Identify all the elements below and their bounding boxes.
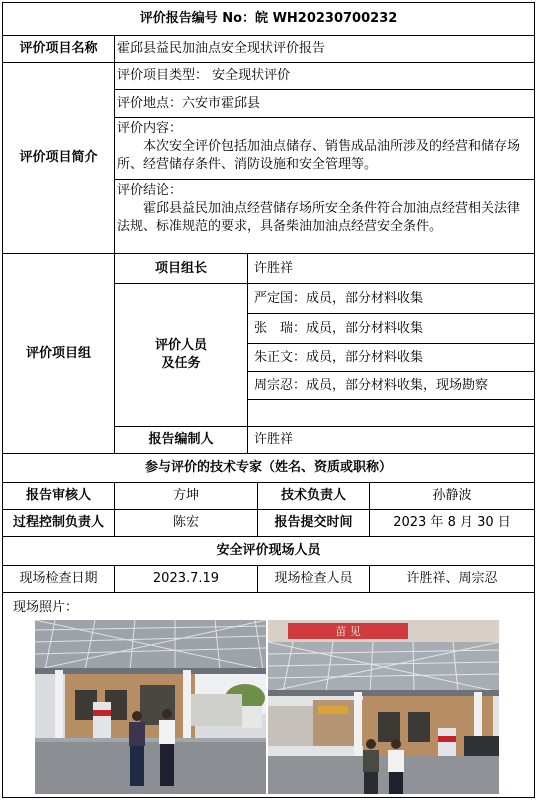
site-header: 安全评价现场人员 (216, 543, 321, 558)
compiler-label: 报告编制人 (148, 432, 214, 447)
team-member-cell (247, 371, 535, 400)
team-leader-value-cell (247, 253, 535, 284)
site-header-cell (2, 536, 535, 566)
team-leader-label-cell (114, 253, 248, 284)
summary-type-cell (114, 62, 535, 90)
tech-label-cell (257, 482, 370, 510)
photos-label: 现场照片： (13, 600, 79, 615)
team-members-label-line2: 及任务 (161, 356, 201, 371)
team-leader-value: 许胜祥 (254, 261, 294, 276)
reviewer-value-cell (114, 482, 258, 510)
project-name-label: 评价项目名称 (19, 41, 98, 56)
team-member: 朱正文：成员，部分材料收集 (254, 350, 424, 365)
submit-label: 报告提交时间 (274, 515, 353, 530)
process-label-cell (2, 509, 115, 537)
team-label: 评价项目组 (25, 346, 91, 361)
site-date-value-cell (114, 565, 258, 593)
site-photo-1-image (35, 620, 266, 794)
compiler-value: 许胜祥 (254, 432, 294, 447)
summary-label: 评价项目简介 (19, 150, 98, 165)
submit-label-cell (257, 509, 370, 537)
summary-label-cell (2, 62, 115, 254)
summary-conclusion-text: 霍邱县益民加油点经营储存场所安全条件符合加油点经营相关法律法规、标准规范的要求，具备柴油加油点经营安全条件。 (117, 201, 521, 234)
summary-content-title: 评价内容： (117, 121, 183, 136)
project-name-label-cell (2, 35, 115, 63)
site-staff-value-cell (369, 565, 535, 593)
sign-text: 苗 见 (335, 625, 361, 638)
reviewer-value: 方坤 (172, 488, 199, 503)
compiler-value-cell (247, 426, 535, 454)
compiler-label-cell (114, 426, 248, 454)
team-member-cell (247, 343, 535, 372)
site-photo-2-image (268, 620, 499, 794)
site-photo-2 (268, 620, 499, 794)
team-member: 严定国：成员，部分材料收集 (254, 291, 424, 306)
summary-type: 评价项目类型： 安全现状评价 (117, 68, 291, 83)
summary-content-cell (114, 117, 535, 180)
team-members-label-line1: 评价人员 (154, 338, 207, 353)
team-member-cell (247, 283, 535, 314)
submit-value-cell (369, 509, 535, 537)
experts-header-cell (2, 453, 535, 483)
summary-conclusion-title: 评价结论： (117, 183, 183, 198)
process-label: 过程控制负责人 (12, 515, 104, 530)
site-staff-label: 现场检查人员 (274, 571, 353, 586)
team-member-cell (247, 313, 535, 344)
project-name-value-cell (114, 35, 535, 63)
team-members-label-cell (114, 283, 248, 427)
tech-value-cell (369, 482, 535, 510)
process-value: 陈宏 (172, 515, 199, 530)
team-leader-label: 项目组长 (154, 261, 207, 276)
reviewer-label-cell (2, 482, 115, 510)
report-number: 评价报告编号 No：皖 WH20230700232 (139, 11, 398, 26)
team-label-cell (2, 253, 115, 454)
team-member: 张 瑞：成员，部分材料收集 (254, 321, 424, 336)
site-photo-1 (35, 620, 266, 794)
summary-content-text: 本次安全评价包括加油点储存、销售成品油所涉及的经营和储存场所、经营储存条件、消防设施和安全管理等。 (117, 139, 521, 172)
site-staff-label-cell (257, 565, 370, 593)
submit-value: 2023 年 8 月 30 日 (393, 515, 511, 530)
tech-label: 技术负责人 (280, 488, 346, 503)
team-member: 周宗忍：成员，部分材料收集，现场勘察 (254, 378, 489, 393)
site-date-label-cell (2, 565, 115, 593)
summary-location-cell (114, 89, 535, 118)
tech-value: 孙静波 (432, 488, 472, 503)
reviewer-label: 报告审核人 (25, 488, 91, 503)
summary-location: 评价地点：六安市霍邱县 (117, 96, 261, 111)
process-value-cell (114, 509, 258, 537)
experts-header: 参与评价的技术专家（姓名、资质或职称） (144, 460, 392, 475)
report-number-cell (2, 2, 535, 36)
site-staff-value: 许胜祥、周宗忍 (406, 571, 498, 586)
site-date-label: 现场检查日期 (19, 571, 98, 586)
project-name-value: 霍邱县益民加油点安全现状评价报告 (117, 41, 326, 56)
site-date-value: 2023.7.19 (152, 571, 220, 586)
team-member-cell (247, 399, 535, 427)
summary-conclusion-cell (114, 179, 535, 254)
